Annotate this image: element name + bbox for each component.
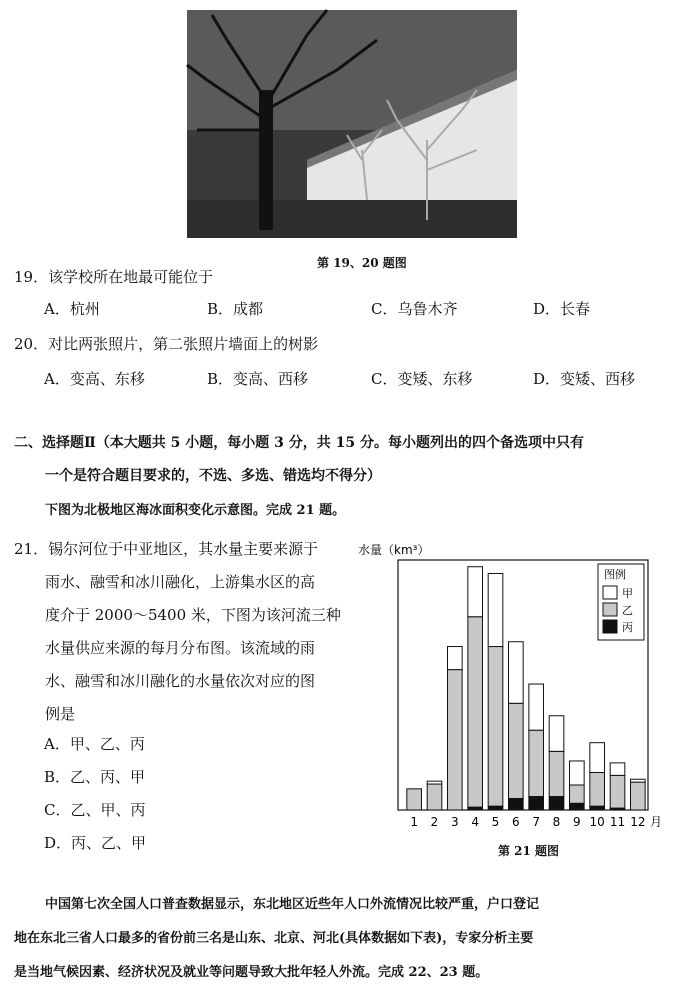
q21-line: 21．锡尔河位于中亚地区，其水量主要来源于	[14, 540, 319, 558]
bar-乙-3	[448, 670, 463, 810]
bar-乙-2	[427, 784, 442, 810]
figure-caption-photo: 第 19、20 题图	[317, 256, 407, 270]
question-20-stem: 20．对比两张照片，第二张照片墙面上的树影	[14, 335, 319, 353]
x-tick-label: 7	[532, 815, 540, 829]
q19-option-a: A．杭州	[44, 300, 100, 318]
question-19-stem: 19．该学校所在地最可能位于	[14, 268, 214, 286]
section-2-heading-line1: 二、选择题Ⅱ（本大题共 5 小题，每小题 3 分，共 15 分。每小题列出的四个备选项中只有	[14, 435, 585, 451]
chart-container	[358, 540, 663, 836]
bar-甲-8	[549, 716, 564, 752]
closing-line: 地在东北三省人口最多的省份前三名是山东、北京、河北(具体数据如下表)，专家分析主要	[14, 931, 534, 946]
q21-option-d: D．丙、乙、甲	[44, 834, 147, 852]
photo-tree-shadow-wall	[187, 10, 517, 238]
section-2-intro: 下图为北极地区海冰面积变化示意图。完成 21 题。	[45, 503, 346, 518]
figure-caption-chart: 第 21 题图	[498, 844, 560, 858]
x-tick-label: 10	[589, 815, 605, 829]
q21-line: 水量供应来源的每月分布图。该流域的雨	[45, 639, 316, 657]
bar-甲-7	[529, 684, 544, 730]
x-tick-label: 12	[630, 815, 646, 829]
x-tick-label: 8	[552, 815, 561, 829]
q21-line: 雨水、融雪和冰川融化，上游集水区的高	[45, 573, 316, 591]
x-tick-label: 3	[451, 815, 459, 829]
legend-label-乙: 乙	[622, 604, 633, 617]
bar-丙-5	[488, 806, 503, 810]
q21-option-b: B．乙、丙、甲	[44, 768, 146, 786]
bar-甲-4	[468, 567, 483, 617]
bar-乙-5	[488, 647, 503, 807]
q21-line: 例是	[45, 705, 76, 723]
bar-丙-7	[529, 797, 544, 810]
bar-乙-10	[590, 773, 605, 807]
photo-illustration	[187, 10, 517, 238]
x-tick-label: 6	[512, 815, 520, 829]
water-supply-chart	[358, 540, 663, 832]
bar-甲-2	[427, 781, 442, 784]
bar-丙-6	[509, 798, 524, 810]
bar-乙-12	[631, 782, 646, 810]
legend-label-甲: 甲	[622, 587, 633, 600]
closing-line: 是当地气候因素、经济状况及就业等问题导致大批年轻人外流。完成 22、23 题。	[14, 965, 489, 980]
q21-option-c: C．乙、甲、丙	[44, 801, 146, 819]
q20-option-d: D．变矮、西移	[533, 370, 636, 388]
bar-乙-4	[468, 617, 483, 807]
x-tick-label: 5	[491, 815, 500, 829]
q21-options	[44, 728, 146, 860]
bar-乙-9	[570, 785, 585, 803]
bar-乙-8	[549, 751, 564, 796]
x-tick-label: 2	[430, 815, 439, 829]
q20-option-b: B．变高、西移	[207, 370, 309, 388]
bar-甲-3	[448, 647, 463, 670]
legend-swatch-甲	[603, 586, 617, 599]
q20-option-a: A．变高、东移	[44, 370, 145, 388]
closing-line: 中国第七次全国人口普查数据显示，东北地区近些年人口外流情况比较严重，户口登记	[45, 897, 540, 912]
legend-swatch-丙	[603, 620, 617, 633]
bar-丙-9	[570, 803, 585, 810]
bar-甲-5	[488, 573, 503, 646]
bar-甲-12	[631, 779, 646, 782]
bar-甲-6	[509, 642, 524, 704]
bar-乙-11	[610, 775, 625, 808]
q21-option-a: A．甲、乙、丙	[44, 735, 145, 753]
x-tick-label: 1	[410, 815, 418, 829]
y-axis-label: 水量（km³）	[358, 543, 430, 557]
bar-乙-1	[407, 789, 422, 810]
q21-line: 度介于 2000～5400 米，下图为该河流三种	[45, 606, 341, 624]
bar-丙-10	[590, 806, 605, 810]
x-tick-label: 11	[609, 815, 626, 829]
q19-option-b: B．成都	[207, 300, 264, 318]
q19-option-d: D．长春	[533, 300, 591, 318]
legend-swatch-乙	[603, 603, 617, 616]
legend-label-丙: 丙	[622, 621, 633, 634]
q21-line: 水、融雪和冰川融化的水量依次对应的图	[45, 672, 316, 690]
x-tick-label: 4	[471, 815, 479, 829]
bar-乙-6	[509, 703, 524, 798]
bar-甲-9	[570, 761, 585, 785]
q19-option-c: C．乌鲁木齐	[371, 300, 458, 318]
section-2-heading-line2: 一个是符合题目要求的，不选、多选、错选均不得分）	[45, 468, 381, 484]
bar-丙-8	[549, 797, 564, 810]
bar-甲-10	[590, 743, 605, 773]
x-axis-label: 月	[650, 815, 663, 829]
bar-甲-11	[610, 763, 625, 776]
bar-乙-7	[529, 730, 544, 796]
question-21-stem	[14, 533, 341, 731]
x-tick-label: 9	[573, 815, 581, 829]
closing-paragraph	[14, 888, 684, 990]
legend-title: 图例	[604, 568, 626, 581]
q20-option-c: C．变矮、东移	[371, 370, 473, 388]
